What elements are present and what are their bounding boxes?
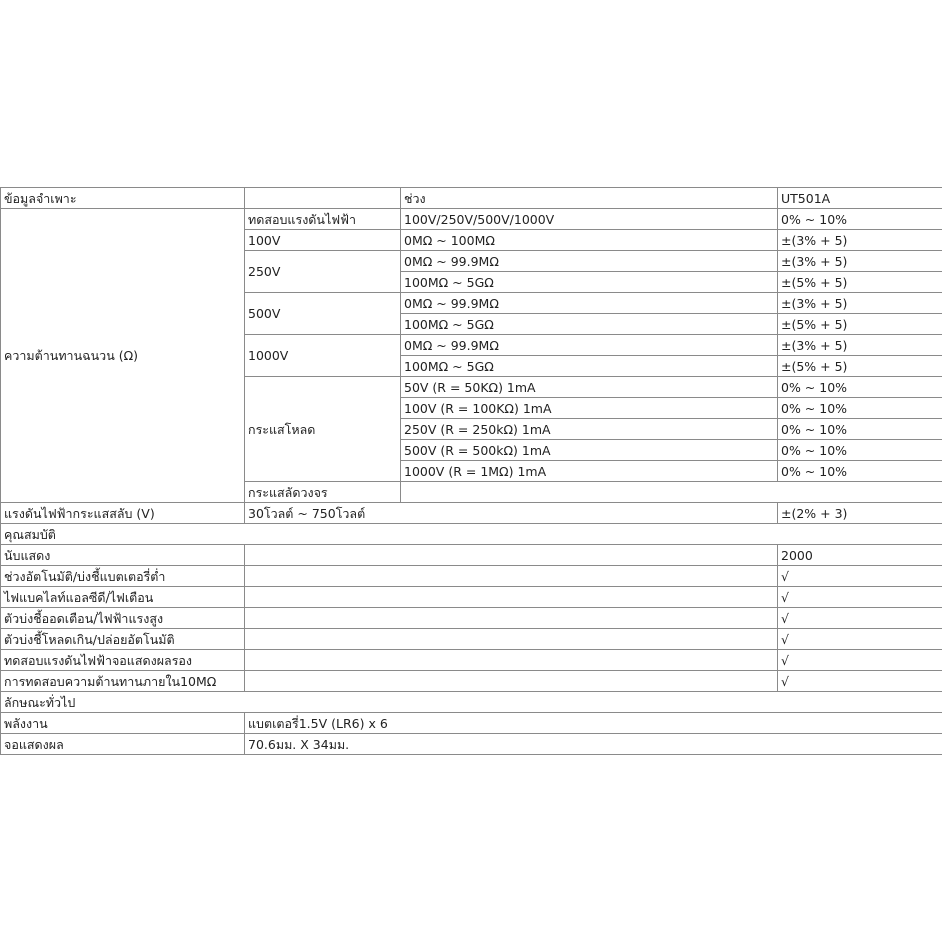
voltage-500-label-cell: 500V <box>245 293 401 335</box>
accuracy-cell: ±(3% + 5) <box>778 335 942 356</box>
range-cell: 0MΩ ~ 100MΩ <box>401 230 778 251</box>
table-row-section <box>1 692 942 713</box>
feature-value-cell: √ <box>778 650 942 671</box>
features-section-cell: คุณสมบัติ <box>1 524 942 545</box>
feature-label-cell: การทดสอบความต้านทานภายใน10MΩ <box>1 671 245 692</box>
voltage-100-label-cell: 100V <box>245 230 401 251</box>
header-range-cell: ช่วง <box>401 188 778 209</box>
header-empty-cell <box>245 188 401 209</box>
accuracy-cell: 0% ~ 10% <box>778 419 942 440</box>
ac-voltage-label-cell: แรงดันไฟฟ้ากระแสสลับ (V) <box>1 503 245 524</box>
range-cell: 0MΩ ~ 99.9MΩ <box>401 293 778 314</box>
power-label-cell: พลังงาน <box>1 713 245 734</box>
feature-label-cell: ตัวบ่งชี้โหลดเกิน/ปล่อยอัตโนมัติ <box>1 629 245 650</box>
feature-value-cell: 2000 <box>778 545 942 566</box>
table-row <box>1 629 942 650</box>
accuracy-cell: ±(3% + 5) <box>778 251 942 272</box>
test-voltage-label-cell: ทดสอบแรงดันไฟฟ้า <box>245 209 401 230</box>
accuracy-cell: ±(3% + 5) <box>778 293 942 314</box>
table-row <box>1 503 942 524</box>
table-row <box>1 209 942 230</box>
header-spec-cell: ข้อมูลจำเพาะ <box>1 188 245 209</box>
empty-cell <box>245 671 778 692</box>
display-value-cell: 70.6มม. X 34มม. <box>245 734 942 755</box>
header-model-cell: UT501A <box>778 188 942 209</box>
accuracy-cell: 0% ~ 10% <box>778 377 942 398</box>
range-cell: 0MΩ ~ 99.9MΩ <box>401 251 778 272</box>
range-cell: 100V (R = 100KΩ) 1mA <box>401 398 778 419</box>
feature-value-cell: √ <box>778 566 942 587</box>
load-current-label-cell: กระแสโหลด <box>245 377 401 482</box>
range-cell: 100V/250V/500V/1000V <box>401 209 778 230</box>
feature-label-cell: ไฟแบคไลท์แอลซีดี/ไฟเตือน <box>1 587 245 608</box>
feature-value-cell: √ <box>778 587 942 608</box>
range-cell: 500V (R = 500kΩ) 1mA <box>401 440 778 461</box>
table-row <box>1 734 942 755</box>
range-cell: 1000V (R = 1MΩ) 1mA <box>401 461 778 482</box>
table-row <box>1 713 942 734</box>
range-cell: 250V (R = 250kΩ) 1mA <box>401 419 778 440</box>
range-cell: 100MΩ ~ 5GΩ <box>401 272 778 293</box>
display-label-cell: จอแสดงผล <box>1 734 245 755</box>
accuracy-cell: ±(5% + 5) <box>778 272 942 293</box>
feature-value-cell: √ <box>778 671 942 692</box>
short-circuit-label-cell: กระแสลัดวงจร <box>245 482 401 503</box>
accuracy-cell: ±(5% + 5) <box>778 314 942 335</box>
feature-label-cell: ทดสอบแรงดันไฟฟ้าจอแสดงผลรอง <box>1 650 245 671</box>
ac-voltage-accuracy-cell: ±(2% + 3) <box>778 503 942 524</box>
range-cell: 50V (R = 50KΩ) 1mA <box>401 377 778 398</box>
insulation-label-cell: ความต้านทานฉนวน (Ω) <box>1 209 245 503</box>
empty-cell <box>245 608 778 629</box>
range-cell: 100MΩ ~ 5GΩ <box>401 356 778 377</box>
accuracy-cell: ±(3% + 5) <box>778 230 942 251</box>
table-row <box>1 566 942 587</box>
voltage-1000-label-cell: 1000V <box>245 335 401 377</box>
general-section-cell: ลักษณะทั่วไป <box>1 692 942 713</box>
empty-cell <box>245 545 778 566</box>
ac-voltage-range-cell: 30โวลต์ ~ 750โวลต์ <box>245 503 778 524</box>
table-row-header <box>1 188 942 209</box>
spec-table <box>0 187 942 755</box>
voltage-250-label-cell: 250V <box>245 251 401 293</box>
feature-label-cell: ตัวบ่งชี้ออดเตือน/ไฟฟ้าแรงสูง <box>1 608 245 629</box>
table-row <box>1 545 942 566</box>
accuracy-cell: 0% ~ 10% <box>778 209 942 230</box>
range-cell: 0MΩ ~ 99.9MΩ <box>401 335 778 356</box>
empty-cell <box>401 482 942 503</box>
empty-cell <box>245 629 778 650</box>
accuracy-cell: 0% ~ 10% <box>778 440 942 461</box>
empty-cell <box>245 650 778 671</box>
empty-cell <box>245 566 778 587</box>
table-row <box>1 671 942 692</box>
range-cell: 100MΩ ~ 5GΩ <box>401 314 778 335</box>
accuracy-cell: 0% ~ 10% <box>778 398 942 419</box>
feature-label-cell: ช่วงอัตโนมัติ/บ่งชี้แบตเตอรี่ต่ำ <box>1 566 245 587</box>
accuracy-cell: ±(5% + 5) <box>778 356 942 377</box>
accuracy-cell: 0% ~ 10% <box>778 461 942 482</box>
table-row <box>1 608 942 629</box>
power-value-cell: แบตเตอรี่1.5V (LR6) x 6 <box>245 713 942 734</box>
feature-value-cell: √ <box>778 629 942 650</box>
feature-label-cell: นับแสดง <box>1 545 245 566</box>
table-row-section <box>1 524 942 545</box>
feature-value-cell: √ <box>778 608 942 629</box>
table-row <box>1 650 942 671</box>
table-row <box>1 587 942 608</box>
empty-cell <box>245 587 778 608</box>
